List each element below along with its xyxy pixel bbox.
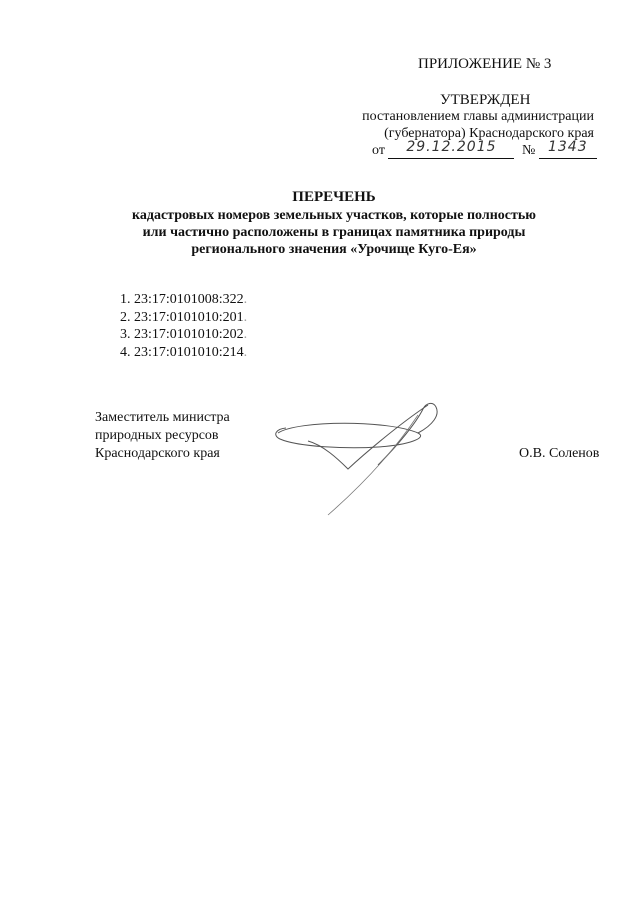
document-subtitle-line-2: или частично расположены в границах памятника природы <box>142 225 526 240</box>
approved-by-line-2: (губернатора) Краснодарского края <box>384 126 594 141</box>
handwritten-signature <box>268 395 458 525</box>
date-field <box>388 139 514 159</box>
list-item-text: 1. 23:17:0101008:322 <box>120 292 244 307</box>
document-title: ПЕРЕЧЕНЬ <box>292 189 376 205</box>
number-value: 1343 <box>547 139 588 155</box>
appendix-label: ПРИЛОЖЕНИЕ № 3 <box>418 56 552 72</box>
resolution-date-row <box>372 139 597 159</box>
list-item-text: 4. 23:17:0101010:214 <box>120 344 244 360</box>
document-subtitle-line-3: регионального значения «Урочище Куго-Ея» <box>191 242 477 257</box>
date-prefix: от <box>372 143 385 158</box>
signer-position-line-1: Заместитель министра <box>95 410 230 425</box>
list-item-mark: . <box>243 344 248 360</box>
number-prefix: № <box>521 143 536 158</box>
list-item-text: 2. 23:17:0101010:201 <box>120 309 244 325</box>
list-item-mark: . <box>243 309 248 325</box>
list-item <box>120 344 247 362</box>
date-value: 29.12.2015 <box>406 139 497 155</box>
signer-position-line-2: природных ресурсов <box>95 428 219 443</box>
list-item <box>120 309 247 327</box>
document-subtitle-line-1: кадастровых номеров земельных участков, которые полностью <box>132 208 536 223</box>
list-item-mark: . <box>243 327 248 342</box>
list-item <box>120 326 247 344</box>
number-field <box>539 139 597 159</box>
approved-by-line-1: постановлением главы администрации <box>362 109 594 124</box>
cadastral-number-list <box>120 291 247 361</box>
list-item-mark: . <box>243 292 248 307</box>
signer-position-line-3: Краснодарского края <box>95 446 220 461</box>
list-item-text: 3. 23:17:0101010:202 <box>120 327 244 342</box>
signer-name: О.В. Соленов <box>519 446 600 461</box>
approved-label: УТВЕРЖДЕН <box>440 92 531 108</box>
list-item <box>120 291 247 309</box>
